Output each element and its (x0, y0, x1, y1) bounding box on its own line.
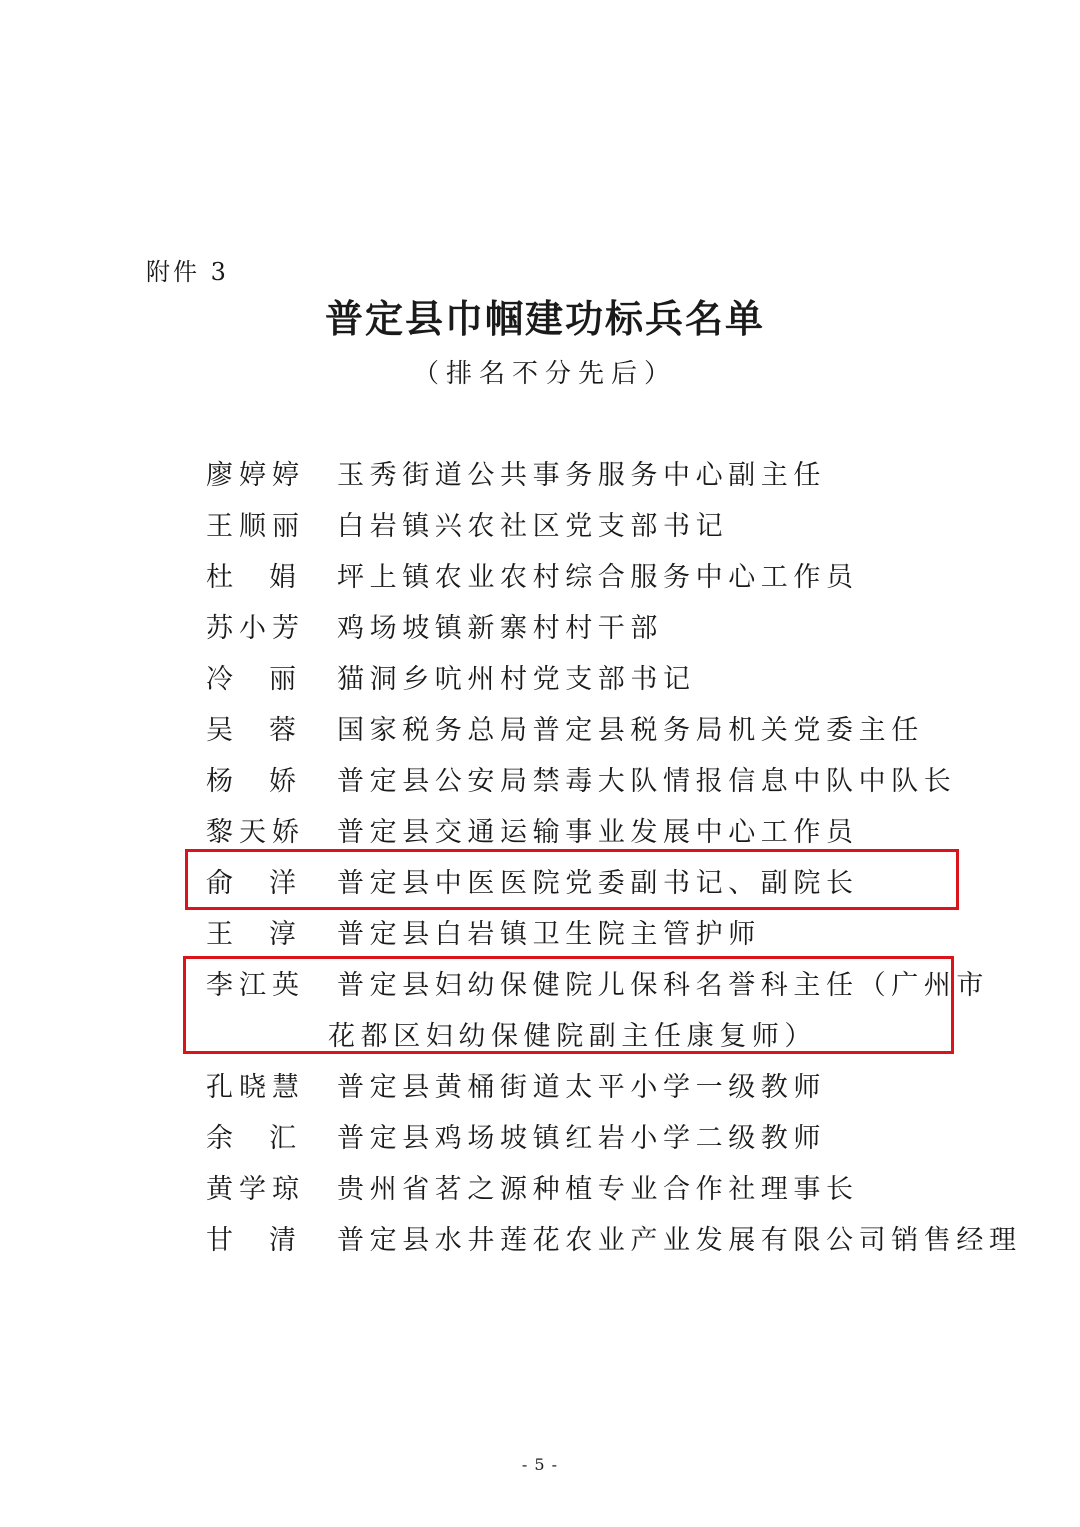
honoree-position-continued: 花都区妇幼保健院副主任康复师） (328, 1021, 817, 1052)
highlight-box (185, 849, 959, 910)
highlight-box (183, 956, 954, 1054)
honoree-position: 普定县妇幼保健院儿保科名誉科主任（广州市 (337, 970, 989, 1001)
honoree-position: 玉秀街道公共事务服务中心副主任 (337, 460, 826, 491)
honoree-position: 国家税务总局普定县税务局机关党委主任 (337, 715, 924, 746)
name-char: 甘 (206, 1225, 233, 1256)
name-char: 娟 (269, 562, 296, 593)
honoree-name: 王顺丽 (206, 511, 305, 542)
honoree-name (206, 660, 296, 700)
honoree-name (206, 711, 296, 751)
honoree-position: 普定县鸡场坡镇红岩小学二级教师 (337, 1123, 826, 1154)
list-item (0, 660, 1080, 711)
honoree-name (206, 762, 296, 802)
list-item (0, 558, 1080, 609)
document-title: 普定县巾帼建功标兵名单 (324, 296, 765, 341)
document-subtitle: （排名不分先后） (412, 359, 677, 389)
list-item (0, 711, 1080, 762)
honoree-name: 廖婷婷 (206, 460, 305, 491)
honoree-name: 李江英 (206, 970, 305, 1001)
list-item (0, 456, 1080, 507)
honoree-position: 普定县水井莲花农业产业发展有限公司销售经理 (337, 1225, 1022, 1256)
honoree-name (206, 1221, 296, 1261)
list-item (0, 762, 1080, 813)
honoree-position: 猫洞乡吭州村党支部书记 (337, 664, 696, 695)
list-item (0, 507, 1080, 558)
attachment-label: 附件 3 (146, 258, 229, 286)
name-char: 王 (206, 919, 233, 950)
name-char: 杨 (206, 766, 233, 797)
honoree-name (206, 558, 296, 598)
honoree-position: 普定县公安局禁毒大队情报信息中队中队长 (337, 766, 957, 797)
list-item (0, 609, 1080, 660)
honoree-position: 普定县黄桶街道太平小学一级教师 (337, 1072, 826, 1103)
name-char: 俞 (206, 868, 233, 899)
name-char: 蓉 (269, 715, 296, 746)
honoree-position: 贵州省茗之源种植专业合作社理事长 (337, 1174, 859, 1205)
name-char: 娇 (269, 766, 296, 797)
honoree-position: 坪上镇农业农村综合服务中心工作员 (337, 562, 859, 593)
name-char: 冷 (206, 664, 233, 695)
name-char: 丽 (269, 664, 296, 695)
name-char: 杜 (206, 562, 233, 593)
honoree-position: 普定县交通运输事业发展中心工作员 (337, 817, 859, 848)
name-char: 淳 (269, 919, 296, 950)
name-char: 汇 (269, 1123, 296, 1154)
honoree-name (206, 1119, 296, 1159)
name-char: 清 (269, 1225, 296, 1256)
list-item (0, 1170, 1080, 1221)
page-number: - 5 - (521, 1455, 559, 1474)
list-item (0, 1119, 1080, 1170)
honoree-name: 黎天娇 (206, 817, 305, 848)
honoree-name (206, 915, 296, 955)
name-char: 余 (206, 1123, 233, 1154)
honoree-name: 苏小芳 (206, 613, 305, 644)
honoree-position: 普定县中医医院党委副书记、副院长 (337, 868, 859, 899)
list-item (0, 1221, 1080, 1272)
honoree-name: 孔晓慧 (206, 1072, 305, 1103)
name-char: 吴 (206, 715, 233, 746)
honoree-position: 普定县白岩镇卫生院主管护师 (337, 919, 761, 950)
honoree-position: 鸡场坡镇新寨村村干部 (337, 613, 663, 644)
list-item (0, 1068, 1080, 1119)
honoree-position: 白岩镇兴农社区党支部书记 (337, 511, 729, 542)
honoree-name: 黄学琼 (206, 1174, 305, 1205)
name-char: 洋 (269, 868, 296, 899)
